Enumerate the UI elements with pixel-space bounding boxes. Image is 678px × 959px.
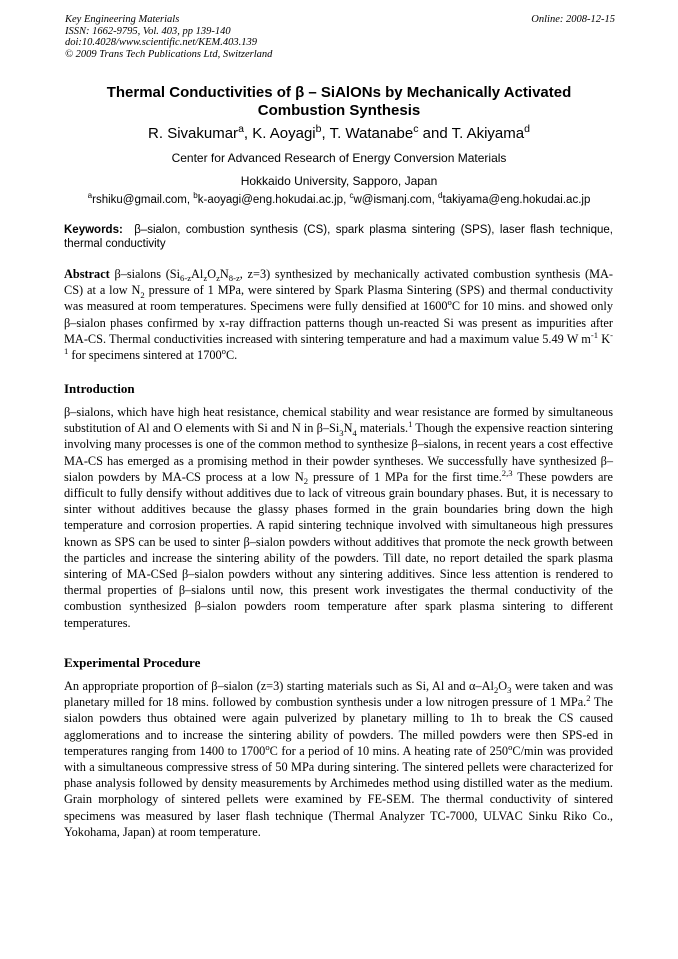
- intro-text: β–sialons, which have high heat resistance, chemical stability and wear resistance are formed by simultaneous substitution of Al and O elements with Si and N in β–Si: [64, 405, 613, 436]
- exp-text: C/min was provided with a simultaneous compressive stress of 50 MPa during sintering. The sintered pellets were characterized for phase analysis followed by density measurements by Archimedes method using distilled water as the medium. Grain morphology of sintered pellets were examined by FE-SEM. The thermal conductivity of sintered specimens was measured by laser flash technique (Thermal Analyzer TC-7000, ULVAC Sinku Riko Co., Yokohama, Japan) at room temperature.: [64, 743, 614, 839]
- subscript: 2: [303, 476, 309, 487]
- subscript: 3: [339, 427, 344, 438]
- paper-title: [64, 84, 614, 120]
- subscript: 3: [507, 685, 512, 696]
- email-address: takiyama@eng.hokudai.ac.jp: [442, 194, 591, 206]
- abstract-text: N: [219, 267, 229, 281]
- intro-text: Though the expensive reaction sintering involving many processes is one of the common method to synthesize β–sialons, in recent years a cost effective MA-CS has emerged as a promising method in their powder syntheses. We successfully have synthesized β–sialon powders by MA-CS process at a low N: [64, 421, 614, 484]
- email-mark: c: [349, 191, 354, 201]
- author-mark: c: [413, 123, 419, 135]
- superscript: -1: [590, 329, 599, 340]
- experimental-body: [64, 678, 613, 840]
- email-sep: ,: [431, 194, 439, 206]
- author-list: [64, 125, 614, 143]
- exp-text: O: [498, 679, 508, 693]
- introduction-body: [64, 404, 613, 631]
- email-sep: ,: [343, 194, 350, 206]
- abstract-label: Abstract: [64, 267, 110, 281]
- abstract-text: C for 10 mins. and showed only β–sialon phases confirmed by x-ray diffraction patterns though un-reacted Si was present as impurities after MA-CS. Thermal conductivities increased with sintering temperature and had a maximum value 5.49 W m: [64, 299, 613, 346]
- email-mark: a: [87, 191, 93, 201]
- subscript: 2: [493, 685, 499, 696]
- experimental-heading: Experimental Procedure: [64, 655, 201, 670]
- intro-text: These powders are difficult to fully densify without additives due to lack of vitreous grain boundary phases. But, it is necessary to sinter without additives because the glassy phases formed in the grain boundaries bring down the high temperature and corrosion properties. A rapid sintering technique involved with simultaneous high pressures known as SPS can be used to sinter β–sialon powders without additives that promote the neck growth between the particles and increase the sintering ability of the powders. Till date, no report detailed the spark plasma sintering of MA-CSed β–sialon powders without any sintering additives. Since less attention is rendered to thermal properties of β–sialons until now, this present work investigates the thermal conductivity of the combustion synthesized β–sialon powders room temperature after spark plasma sintering to different temperatures.: [64, 469, 613, 630]
- superscript: -1: [64, 329, 613, 356]
- abstract-text: C.: [225, 348, 238, 363]
- superscript: o: [508, 741, 513, 752]
- superscript: o: [221, 345, 226, 356]
- copyright-line: © 2009 Trans Tech Publications Ltd, Switzerland: [65, 48, 273, 60]
- exp-text: C for a period of 10 mins. A heating rate of 250: [269, 743, 509, 758]
- citation-mark: 2,3: [501, 467, 513, 478]
- exp-text: An appropriate proportion of β–sialon (z=3) starting materials such as Si, Al and α–Al: [64, 679, 494, 693]
- journal-name: Key Engineering Materials: [65, 14, 180, 25]
- abstract-text: β–sialons (Si: [114, 267, 181, 281]
- exp-text: were taken and was planetary milled for 18 mins. followed by combustion synthesis under a low nitrogen pressure of 1 MPa.: [64, 679, 613, 710]
- abstract-text: for specimens sintered at 1700: [68, 348, 222, 363]
- keywords-label: Keywords:: [64, 224, 123, 236]
- author-sep: and: [418, 125, 452, 142]
- title-line-2: Combustion Synthesis: [257, 102, 421, 119]
- email-list: [64, 193, 614, 207]
- abstract-text: K: [598, 331, 611, 346]
- author-mark: d: [524, 123, 530, 135]
- introduction-heading: Introduction: [64, 381, 135, 396]
- citation-mark: 1: [408, 419, 413, 430]
- exp-text: The sialon powders thus obtained were again pulverized by planetary milling to 1h to break the CS caused agglomerations and to increase the sintering ability of powders. The milled powders were then SPS-ed in temperatures ranging from 1400 to 1700: [64, 695, 613, 758]
- author-name: K. Aoyagi: [252, 125, 316, 142]
- intro-text: pressure of 1 MPa for the first time.: [308, 469, 502, 484]
- email-mark: b: [193, 191, 198, 201]
- abstract-text: O: [207, 267, 217, 281]
- affiliation-line-1: Center for Advanced Research of Energy Conversion Materials: [171, 151, 507, 165]
- abstract-block: [64, 266, 613, 363]
- superscript: o: [447, 297, 452, 308]
- subscript: 6-z: [180, 273, 192, 284]
- subscript: 8-z: [228, 273, 240, 284]
- author-sep: ,: [321, 125, 330, 142]
- issn-line: ISSN: 1662-9795, Vol. 403, pp 139-140: [65, 25, 231, 37]
- author-name: T. Watanabe: [329, 125, 414, 142]
- subscript: 4: [352, 427, 357, 438]
- author-sep: ,: [243, 125, 253, 142]
- email-address: rshiku@gmail.com: [92, 194, 187, 206]
- subscript: 2: [140, 289, 145, 300]
- abstract-text: pressure of 1 MPa, were sintered by Spark Plasma Sintering (SPS) and thermal conductivity was measured at room temperatures. Specimens were fully densified at 1600: [64, 283, 613, 314]
- citation-mark: 2: [586, 693, 591, 704]
- abstract-text: Al: [191, 267, 204, 281]
- author-name: R. Sivakumar: [148, 125, 239, 142]
- title-line-1: Thermal Conductivities of β – SiAlONs by Mechanically Activated: [106, 84, 572, 101]
- email-sep: ,: [186, 194, 194, 206]
- intro-text: materials.: [356, 421, 409, 436]
- superscript: o: [265, 741, 270, 752]
- author-mark: a: [238, 123, 244, 135]
- keywords-text: β–sialon, combustion synthesis (CS), spark plasma sintering (SPS), laser flash technique, thermal conductivity: [64, 224, 613, 250]
- keywords-block: [64, 224, 613, 251]
- email-address: w@ismanj.com: [353, 194, 432, 206]
- journal-header: [65, 14, 615, 60]
- intro-text: N: [343, 421, 353, 436]
- author-mark: b: [315, 123, 322, 135]
- email-mark: d: [438, 191, 443, 201]
- subscript: z: [203, 273, 208, 284]
- author-name: T. Akiyama: [451, 125, 525, 142]
- email-address: k-aoyagi@eng.hokudai.ac.jp: [197, 194, 344, 206]
- abstract-text: , z=3) synthesized by mechanically activated combustion synthesis (MA-CS) at a low N: [64, 267, 613, 298]
- online-date: Online: 2008-12-15: [531, 14, 615, 25]
- subscript: z: [216, 273, 220, 284]
- affiliation-line-2: Hokkaido University, Sapporo, Japan: [240, 174, 438, 188]
- doi-line: doi:10.4028/www.scientific.net/KEM.403.139: [65, 37, 257, 48]
